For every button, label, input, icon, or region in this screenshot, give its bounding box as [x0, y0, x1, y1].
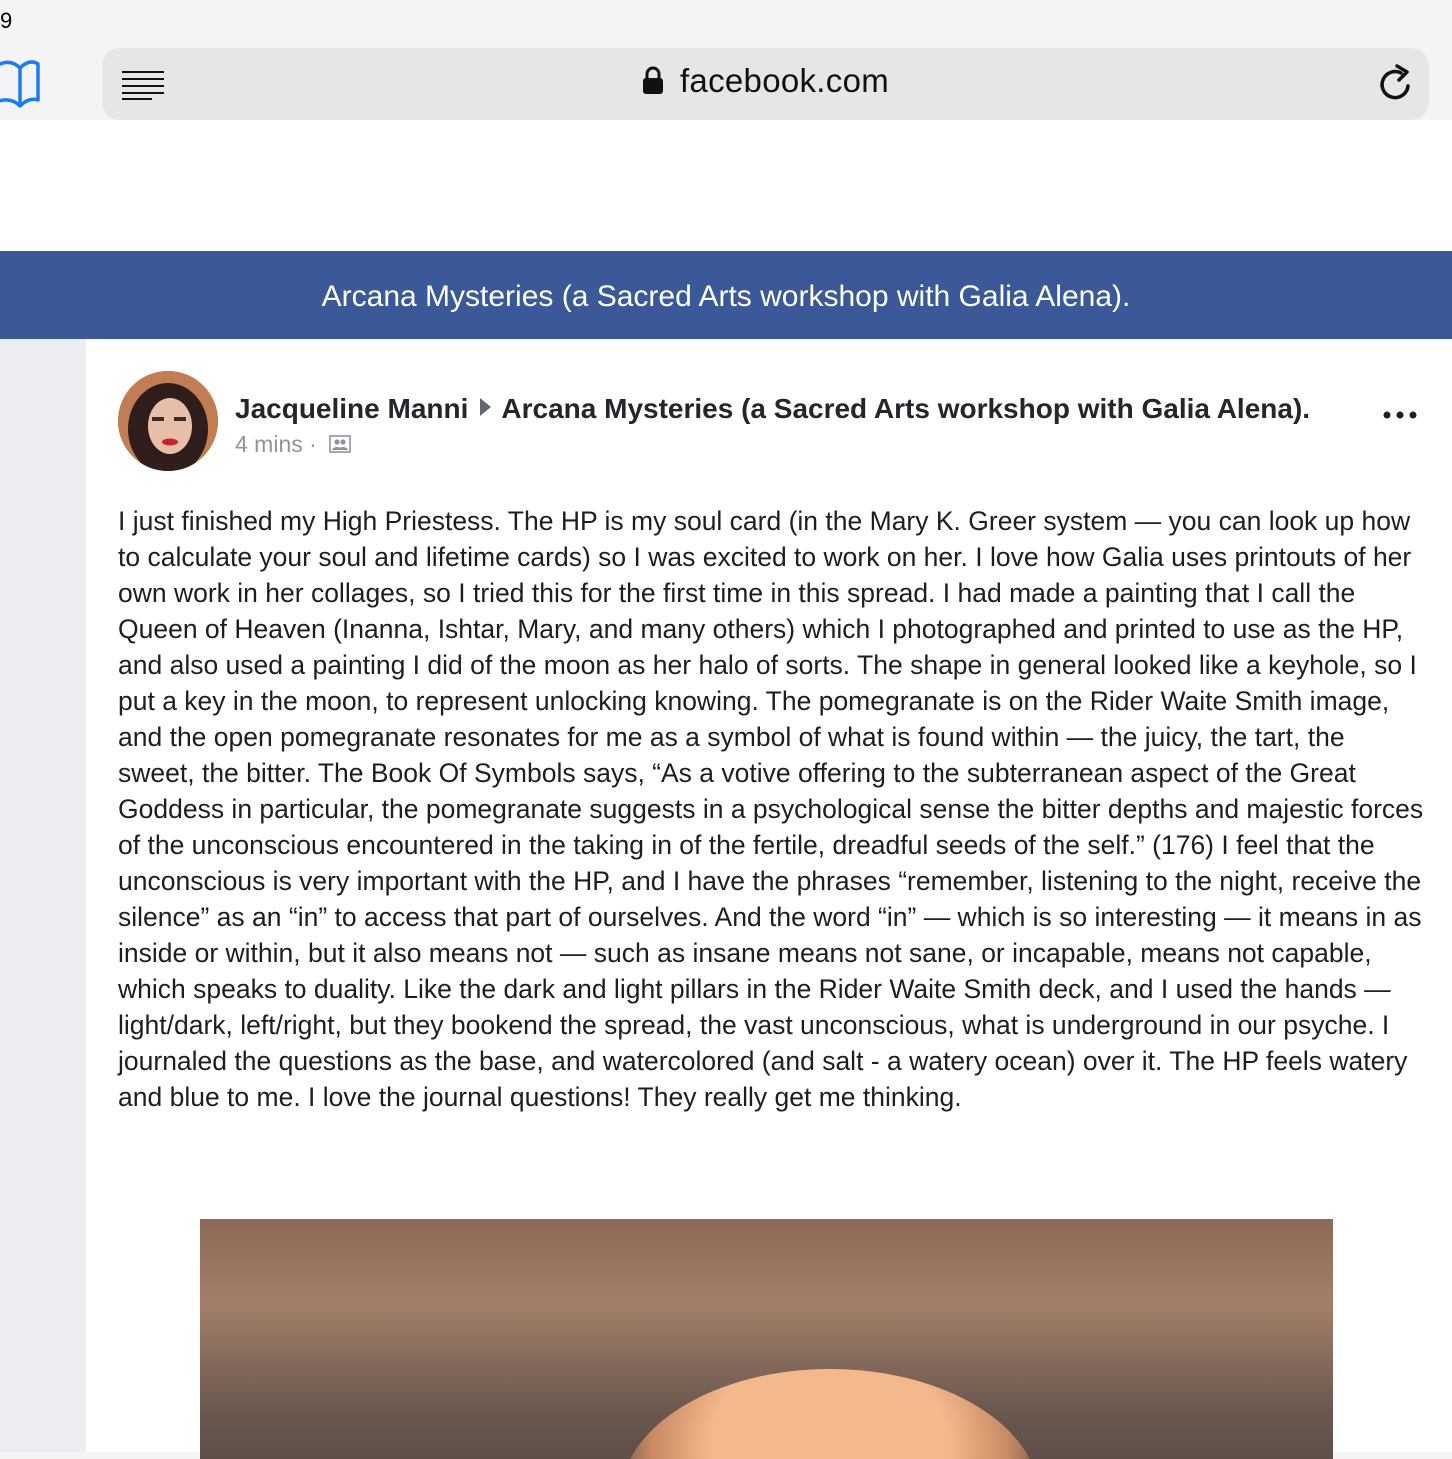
arrow-right-icon: [480, 398, 491, 416]
url-display[interactable]: [102, 62, 1429, 100]
post-meta: [235, 431, 351, 458]
meta-separator: ·: [309, 431, 317, 457]
group-header[interactable]: Arcana Mysteries (a Sacred Arts workshop with Galia Alena).: [0, 251, 1452, 339]
group-audience-icon: [329, 435, 351, 453]
post-card: [86, 339, 1452, 1452]
status-time: 9: [0, 8, 13, 33]
author-name[interactable]: Jacqueline Manni: [235, 393, 469, 424]
left-gutter: [0, 339, 86, 1452]
post-photo[interactable]: [200, 1219, 1333, 1459]
group-link[interactable]: Arcana Mysteries (a Sacred Arts workshop with Galia Alena).: [501, 393, 1311, 424]
url-text: facebook.com: [679, 62, 890, 99]
address-bar[interactable]: [102, 48, 1429, 120]
post-time[interactable]: 4 mins: [235, 431, 303, 457]
post-text: I just finished my High Priestess. The HP is my soul card (in the Mary K. Greer system — you can look up how to calculate your soul and lifetime cards) so I was excited to work on her. I love how Galia uses printouts of her own work in her collages, so I tried this for the first time in this spread. I had made a painting that I call the Queen of Heaven (Inanna, Ishtar, Mary, and many others) which I photographed and printed to use as the HP, and also used a painting I did of the moon as her halo of sorts. The shape in general looked like a keyhole, so I put a key in the moon, to represent unlocking knowing. The pomegranate is on the Rider Waite Smith image, and the open pomegranate resonates for me as a symbol of what is found within — the juicy, the tart, the sweet, the bitter. The Book Of Symbols says, “As a votive offering to the subterranean aspect of the Great Goddess in particular, the pomegranate suggests in a psychological sense the bitter depths and majestic forces of the unconscious encountered in the taking in of the fertile, dreadful seeds of the self.” (176) I feel that the unconscious is very important with the HP, and I have the phrases “remember, listening to the night, receive the silence” as an “in” to access that part of ourselves. And the word “in” — which is so interesting — it means in as inside or within, but it also means not — such as insane means not sane, or incapable, means not capable, which speaks to duality. Like the dark and light pillars in the Rider Waite Smith deck, and I used the hands — light/dark, left/right, but they bookend the spread, the vast unconscious, what is underground in our psyche. I journaled the questions as the base, and watercolored (and salt - a watery ocean) over it. The HP feels watery and blue to me. I love the journal questions! They really get me thinking.: [118, 506, 1424, 1112]
avatar-portrait: [118, 371, 218, 471]
bookmarks-icon[interactable]: [0, 58, 44, 110]
photo-highlight: [620, 1369, 1040, 1459]
avatar[interactable]: [118, 371, 218, 471]
page-top-area: [0, 120, 1452, 251]
reload-icon[interactable]: [1375, 64, 1415, 104]
more-options-icon[interactable]: [1382, 405, 1418, 425]
lock-icon: [642, 65, 664, 95]
post-header: [235, 393, 1310, 425]
